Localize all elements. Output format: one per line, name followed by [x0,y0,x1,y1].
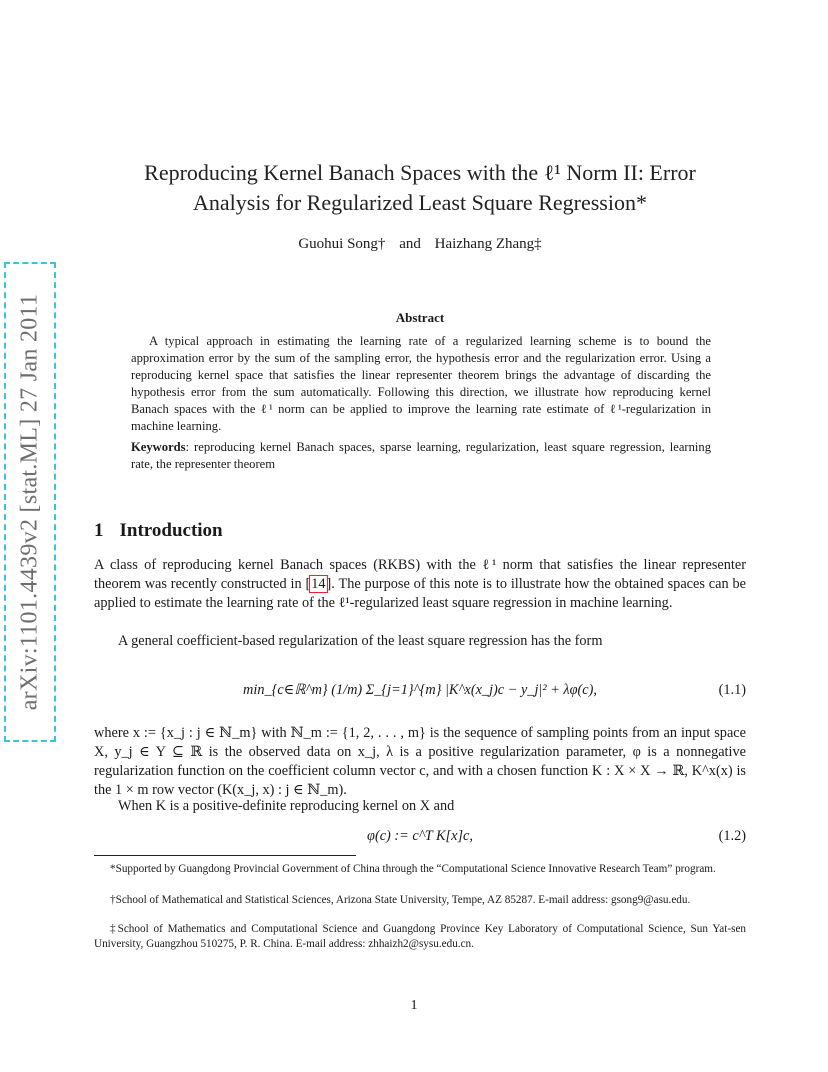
keywords-text: : reproducing kernel Banach spaces, sparse learning, regularization, least square regression, learning rate, the representer theorem [131,440,711,471]
paragraph-1-part-a: A class of reproducing kernel Banach spaces (RKBS) with the ℓ¹ norm that satisfies the linear representer theorem was recently constructed in [ [94,557,746,592]
page-number: 1 [410,998,418,1013]
paper-title [90,158,750,218]
author-list [90,236,750,253]
keywords [131,439,711,473]
title-line-2: Analysis for Regularized Least Square Regression* [193,190,647,215]
section-heading [94,520,223,542]
equation-1-2 [94,828,746,848]
equation-1-1-label: (1.1) [718,682,746,698]
title-line-1: Reproducing Kernel Banach Spaces with the ℓ¹ Norm II: Error [144,160,696,185]
footnote-2: †School of Mathematical and Statistical Sciences, Arizona State University, Tempe, AZ 85287. E-mail address: gsong9@asu.edu. [110,894,691,906]
paragraph-1-part-b: ]. The purpose of this note is to illustrate how the obtained spaces can be applied to estimate the learning rate of the ℓ¹-regularized least square regression in machine learning. [94,576,746,611]
keywords-label: Keywords [131,440,186,454]
section-number: 1 [94,520,104,541]
author-2: Haizhang Zhang‡ [434,236,542,252]
arxiv-stamp-text: arXiv:1101.4439v2 [stat.ML] 27 Jan 2011 [16,293,43,711]
arxiv-stamp[interactable] [4,262,56,742]
footnote-1: *Supported by Guangdong Provincial Government of China through the “Computational Science Innovative Research Team” program. [110,863,716,875]
author-1: Guohui Song† [298,236,386,252]
equation-1-2-label: (1.2) [718,828,746,844]
abstract-text: A typical approach in estimating the learning rate of a regularized learning scheme is to bound the approximation error by the sum of the sampling error, the hypothesis error and the regularization error. Using a reproducing kernel space that satisfies the linear representer theorem brings the advantage of discarding the hypothesis error from the sum automatically. Following this direction, we illustrate how reproducing kernel Banach spaces with the ℓ¹ norm can be applied to improve the learning rate estimate of ℓ¹-regularization in machine learning. [131,334,711,433]
paragraph-3: where x := {x_j : j ∈ ℕ_m} with ℕ_m := {1, 2, . . . , m} is the sequence of sampling points from an input space X, y_j ∈ Y ⊆ ℝ is the observed data on x_j, λ is a positive regularization parameter, φ is a nonnegative regularization function on the coefficient column vector c, and with a chosen function K : X × X → ℝ, K^x(x) is the 1 × m row vector (K(x_j, x) : j ∈ ℕ_m). [94,725,746,798]
paragraph-4: When K is a positive-definite reproducing kernel on X and [118,798,455,814]
equation-1-1-body: min_{c∈ℝ^m} (1/m) Σ_{j=1}^{m} |K^x(x_j)c − y_j|² + λφ(c), [243,682,597,698]
paragraph-1 [94,556,746,613]
citation-link[interactable]: 14 [311,576,326,592]
abstract-heading: Abstract [395,310,445,325]
author-and: and [399,236,421,252]
footnote-3: ‡School of Mathematics and Computational Science and Guangdong Province Key Laboratory of Computational Science, Sun Yat-sen University, Guangzhou 510275, P. R. China. E-mail address: zhhaizh2@sysu.edu.cn. [94,923,746,950]
footnote-rule [94,855,356,856]
equation-1-2-body: φ(c) := c^T K[x]c, [367,828,473,844]
section-title: Introduction [119,520,223,541]
equation-1-1 [94,672,746,712]
paragraph-2: A general coefficient-based regularization of the least square regression has the form [118,633,603,649]
